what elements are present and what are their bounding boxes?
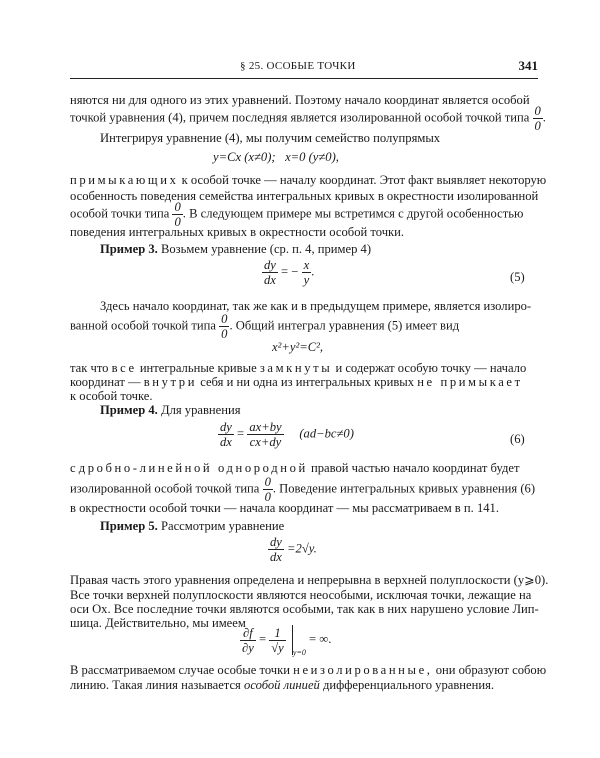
- text-line: координат — внутри себя и ни одна из интегральных кривых не примыкает: [70, 375, 523, 389]
- text-line: особой точки типа $\frac{0}{0}$ . В следующем примере мы встретимся с другой особенностью: [70, 200, 524, 229]
- equation-half-lines: y=Cx (x≠0); x=0 (y≠0),: [213, 150, 339, 164]
- text-line: Правая часть этого уравнения определена и непрерывна в верхней полуплоскости (y⩾0).: [70, 573, 549, 587]
- running-title: § 25. ОСОБЫЕ ТОЧКИ: [240, 60, 356, 72]
- text-line: линию. Такая линия называется особой линией дифференциального уравнения.: [70, 678, 495, 692]
- fraction-zero-zero: $\frac{0}{0}$: [174, 200, 181, 229]
- text-line: так что все интегральные кривые замкнуты и содержат особую точку — начало: [70, 361, 527, 375]
- text-line: Здесь начало координат, так же как и в предыдущем примере, является изолиро-: [100, 299, 532, 313]
- equation-circles: x²+y²=C²,: [272, 340, 324, 354]
- text-line: ванной особой точкой типа $\frac{0}{0}$ . Общий интеграл уравнения (5) имеет вид: [70, 312, 460, 341]
- page-header: [70, 60, 538, 79]
- text-line: в окрестности особой точки — начала координат — мы рассматриваем в п. 141.: [70, 501, 499, 515]
- page-number: 341: [518, 58, 538, 73]
- text-line: точкой уравнения (4), причем последняя является изолированной особой точкой типа $\frac{0}{0}$ .: [70, 104, 546, 133]
- text-line: примыкающих к особой точке — началу координат. Этот факт выявляет некоторую: [70, 173, 547, 187]
- equation-number-6: (6): [510, 432, 525, 446]
- text-line: Все точки верхней полуплоскости являются неособыми, исключая точки, лежащие на: [70, 588, 532, 602]
- text-line: шица. Действительно, мы имеем: [70, 616, 246, 630]
- text-line: В рассматриваемом случае особые точки неизолированные, они образуют собою: [70, 663, 547, 677]
- example-3-heading: Пример 3. Возьмем уравнение (ср. п. 4, пример 4): [100, 242, 372, 256]
- fraction-zero-zero: $\frac{0}{0}$: [534, 104, 541, 133]
- text-line: Интегрируя уравнение (4), мы получим семейство полупрямых: [100, 131, 441, 145]
- text-line: с дробно-линейной однородной правой частью начало координат будет: [70, 461, 520, 475]
- equation-8: $\frac{\partial f}{\partial y}$ = $\frac{1}{√y}$ $_{y=0}$ = ∞.: [242, 625, 332, 657]
- equation-number-5: (5): [510, 270, 525, 284]
- equation-7: $\frac{dy}{dx}$ =2√y.: [270, 535, 317, 564]
- fraction-zero-zero: $\frac{0}{0}$: [264, 475, 271, 504]
- equation-5: $\frac{dy}{dx}$ = − $\frac{x}{y}$ .: [264, 258, 315, 287]
- text-line: изолированной особой точкой типа $\frac{0}{0}$ . Поведение интегральных кривых уравнения (6): [70, 475, 536, 504]
- example-5-heading: Пример 5. Рассмотрим уравнение: [100, 519, 285, 533]
- example-4-heading: Пример 4. Для уравнения: [100, 403, 241, 417]
- text-line: оси Ox. Все последние точки являются особыми, так как в них нарушено условие Лип-: [70, 602, 539, 616]
- text-line: няются ни для одного из этих уравнений. Поэтому начало координат является особой: [70, 93, 530, 107]
- text-line: к особой точке.: [70, 389, 153, 403]
- equation-6: $\frac{dy}{dx}$ = $\frac{ax+by}{cx+dy}$ (ad−bc≠0): [220, 420, 354, 449]
- fraction-zero-zero: $\frac{0}{0}$: [221, 312, 228, 341]
- text-line: поведения интегральных кривых в окрестности особой точки.: [70, 225, 405, 239]
- text-line: особенность поведения семейства интегральных кривых в окрестности изолированной: [70, 189, 539, 203]
